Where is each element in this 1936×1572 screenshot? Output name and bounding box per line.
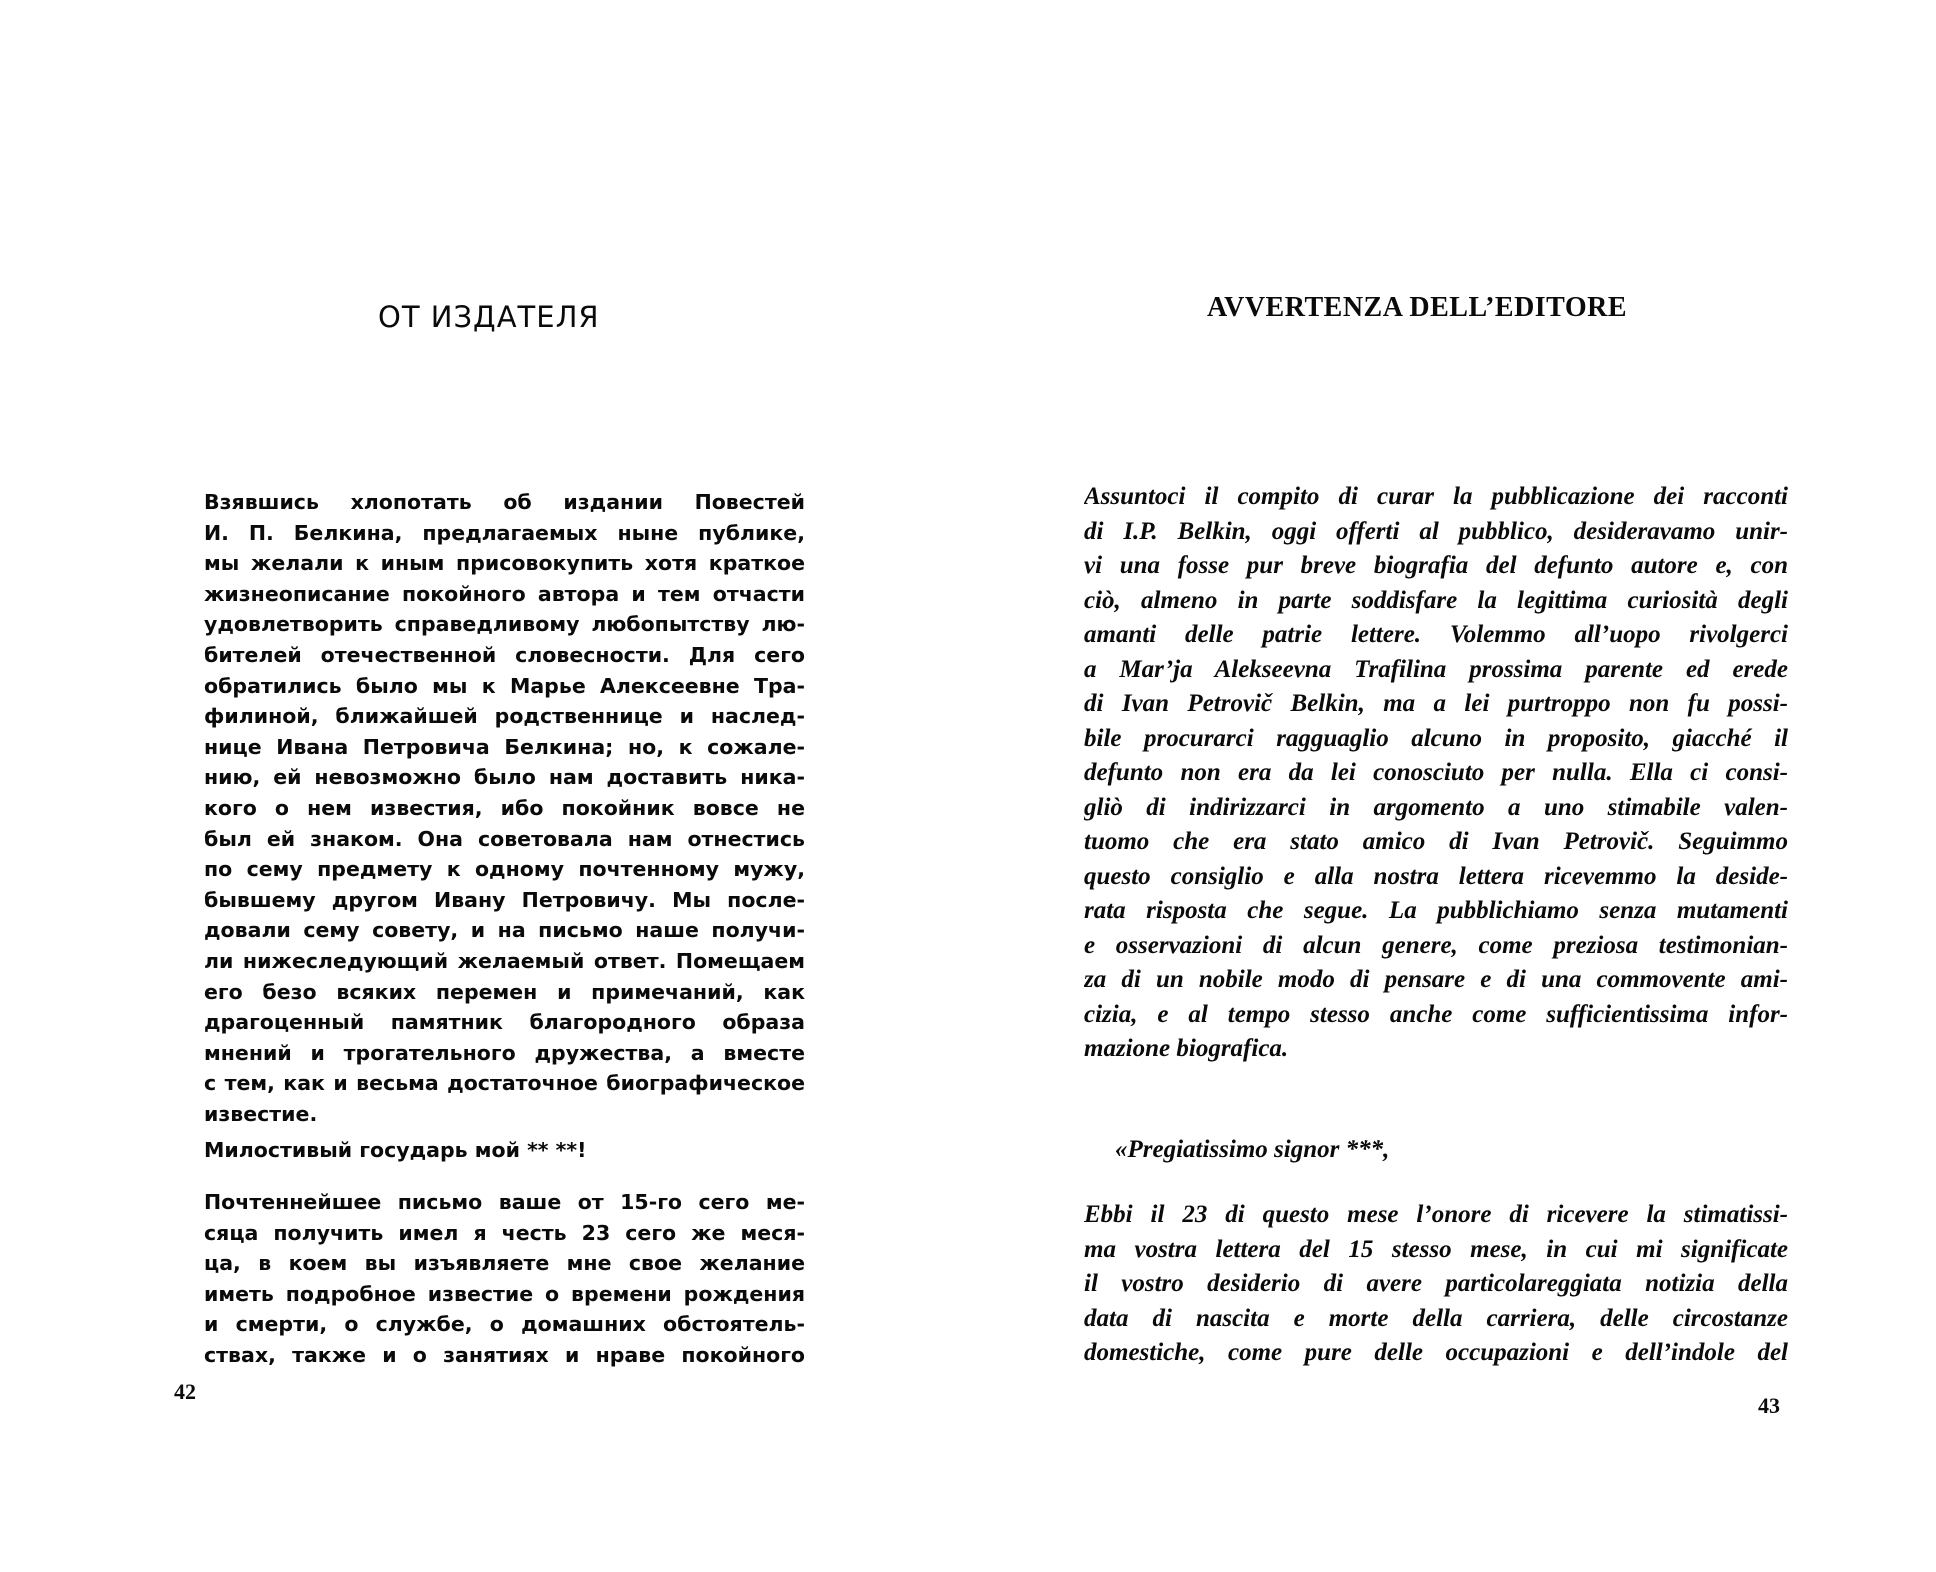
salutation-line: Милостивый государь мой ** **! xyxy=(204,1138,587,1162)
text-line: и смерти, о службе, о домашних обстоятель- xyxy=(204,1312,805,1337)
text-line: gliò di indirizzarci in argomento a uno stimabile valen- xyxy=(1084,793,1788,821)
text-line: филиной, ближайшей родственнице и наслед- xyxy=(204,704,805,729)
text-line: иметь подробное известие о времени рождения xyxy=(204,1281,805,1306)
text-line: И. П. Белкина, предлагаемых ныне публике, xyxy=(204,520,805,545)
text-line: по сему предмету к одному почтенному мужу, xyxy=(204,857,805,882)
text-line: кого о нем известия, ибо покойник вовсе не xyxy=(204,795,805,820)
text-line: defunto non era da lei conosciuto per nulla. Ella ci consi- xyxy=(1084,759,1788,786)
text-line: di I.P. Belkin, oggi offerti al pubblico, desideravamo unir- xyxy=(1084,517,1788,545)
text-line: нию, ей невозможно было нам доставить ника- xyxy=(204,765,805,790)
text-line: a Mar’ja Alekseevna Trafilina prossima parente ed erede xyxy=(1084,655,1788,683)
text-line: жизнеописание покойного автора и тем отчасти xyxy=(204,581,805,606)
text-line: с тем, как и весьма достаточное биографическое xyxy=(204,1071,805,1096)
letter-salutation xyxy=(1115,1133,1819,1168)
text-line: мы желали к иным присовокупить хотя краткое xyxy=(204,551,805,576)
text-line: ли нижеследующий желаемый ответ. Помещаем xyxy=(204,948,805,973)
page-number: 43 xyxy=(1758,1393,1780,1418)
text-line: Assuntoci il compito di curar la pubblicazione dei racconti xyxy=(1084,483,1788,510)
text-line: его безо всяких перемен и примечаний, как xyxy=(204,979,805,1004)
text-line: bile procurarci ragguaglio alcuno in proposito, giacché il xyxy=(1084,724,1788,752)
text-line: Ebbi il 23 di questo mese l’onore di ricevere la stimatissi- xyxy=(1084,1201,1788,1228)
text-line: ma vostra lettera del 15 stesso mese, in cui mi significate xyxy=(1084,1235,1788,1263)
text-line: бывшему другом Ивану Петровичу. Мы после- xyxy=(204,887,805,912)
text-line: известие. xyxy=(204,1101,318,1126)
text-line: vi una fosse pur breve biografia del defunto autore e, con xyxy=(1084,552,1788,579)
text-line: il vostro desiderio di avere particolareggiata notizia della xyxy=(1084,1270,1788,1297)
text-line: Почтеннейшее письмо ваше от 15-го сего ме- xyxy=(204,1190,805,1214)
letter-salutation xyxy=(204,1135,805,1166)
text-line: ца, в коем вы изъявляете мне свое желание xyxy=(204,1251,805,1276)
text-line: сяца получить имел я честь 23 сего же меся- xyxy=(204,1220,805,1245)
right-page xyxy=(968,0,1936,1572)
letter-paragraph xyxy=(1084,1198,1788,1371)
intro-paragraph xyxy=(204,487,805,1129)
text-line: Взявшись хлопотать об издании Повестей xyxy=(204,490,805,514)
text-line: amanti delle patrie lettere. Volemmo all’uopo rivolgerci xyxy=(1084,621,1788,648)
text-line: data di nascita e morte della carriera, delle circostanze xyxy=(1084,1304,1788,1332)
text-line: questo consiglio e alla nostra lettera ricevemmo la deside- xyxy=(1084,862,1788,890)
text-line: был ей знаком. Она советовала нам отнестись xyxy=(204,826,805,851)
text-line: довали сему совету, и на письмо наше получи- xyxy=(204,918,805,943)
text-line: di Ivan Petrovič Belkin, ma a lei purtroppo non fu possi- xyxy=(1084,690,1788,717)
text-line: удовлетворить справедливому любопытству лю- xyxy=(204,612,805,637)
text-line: za di un nobile modo di pensare e di una commovente ami- xyxy=(1084,966,1788,993)
letter-paragraph xyxy=(204,1187,805,1371)
text-line: бителей отечественной словесности. Для сего xyxy=(204,642,805,667)
text-line: обратились было мы к Марье Алексеевне Тра- xyxy=(204,673,805,698)
text-line: domestiche, come pure delle occupazioni e dell’indole del xyxy=(1084,1339,1788,1366)
text-line: cizia, e al tempo stesso anche come sufficientissima infor- xyxy=(1084,1000,1788,1028)
text-line: ствах, также и о занятиях и нраве покойного xyxy=(204,1342,805,1367)
text-line: e osservazioni di alcun genere, come preziosa testimonian- xyxy=(1084,931,1788,959)
page-title: ОТ ИЗДАТЕЛЯ xyxy=(378,300,600,334)
text-line: mazione biografica. xyxy=(1084,1035,1289,1062)
text-line: ciò, almeno in parte soddisfare la legittima curiosità degli xyxy=(1084,586,1788,614)
text-line: мнений и трогательного дружества, а вместе xyxy=(204,1040,805,1065)
page-title: AVVERTENZA DELL’EDITORE xyxy=(1207,292,1628,323)
page-number: 42 xyxy=(174,1379,196,1404)
intro-paragraph xyxy=(1084,480,1788,1067)
salutation-line: «Pregiatissimo signor ***, xyxy=(1115,1136,1390,1163)
text-line: драгоценный памятник благородного образа xyxy=(204,1010,805,1035)
text-line: нице Ивана Петровича Белкина; но, к сожале- xyxy=(204,734,805,759)
text-line: tuomo che era stato amico di Ivan Petrovič. Seguimmo xyxy=(1084,828,1788,855)
text-line: rata risposta che segue. La pubblichiamo senza mutamenti xyxy=(1084,897,1788,924)
